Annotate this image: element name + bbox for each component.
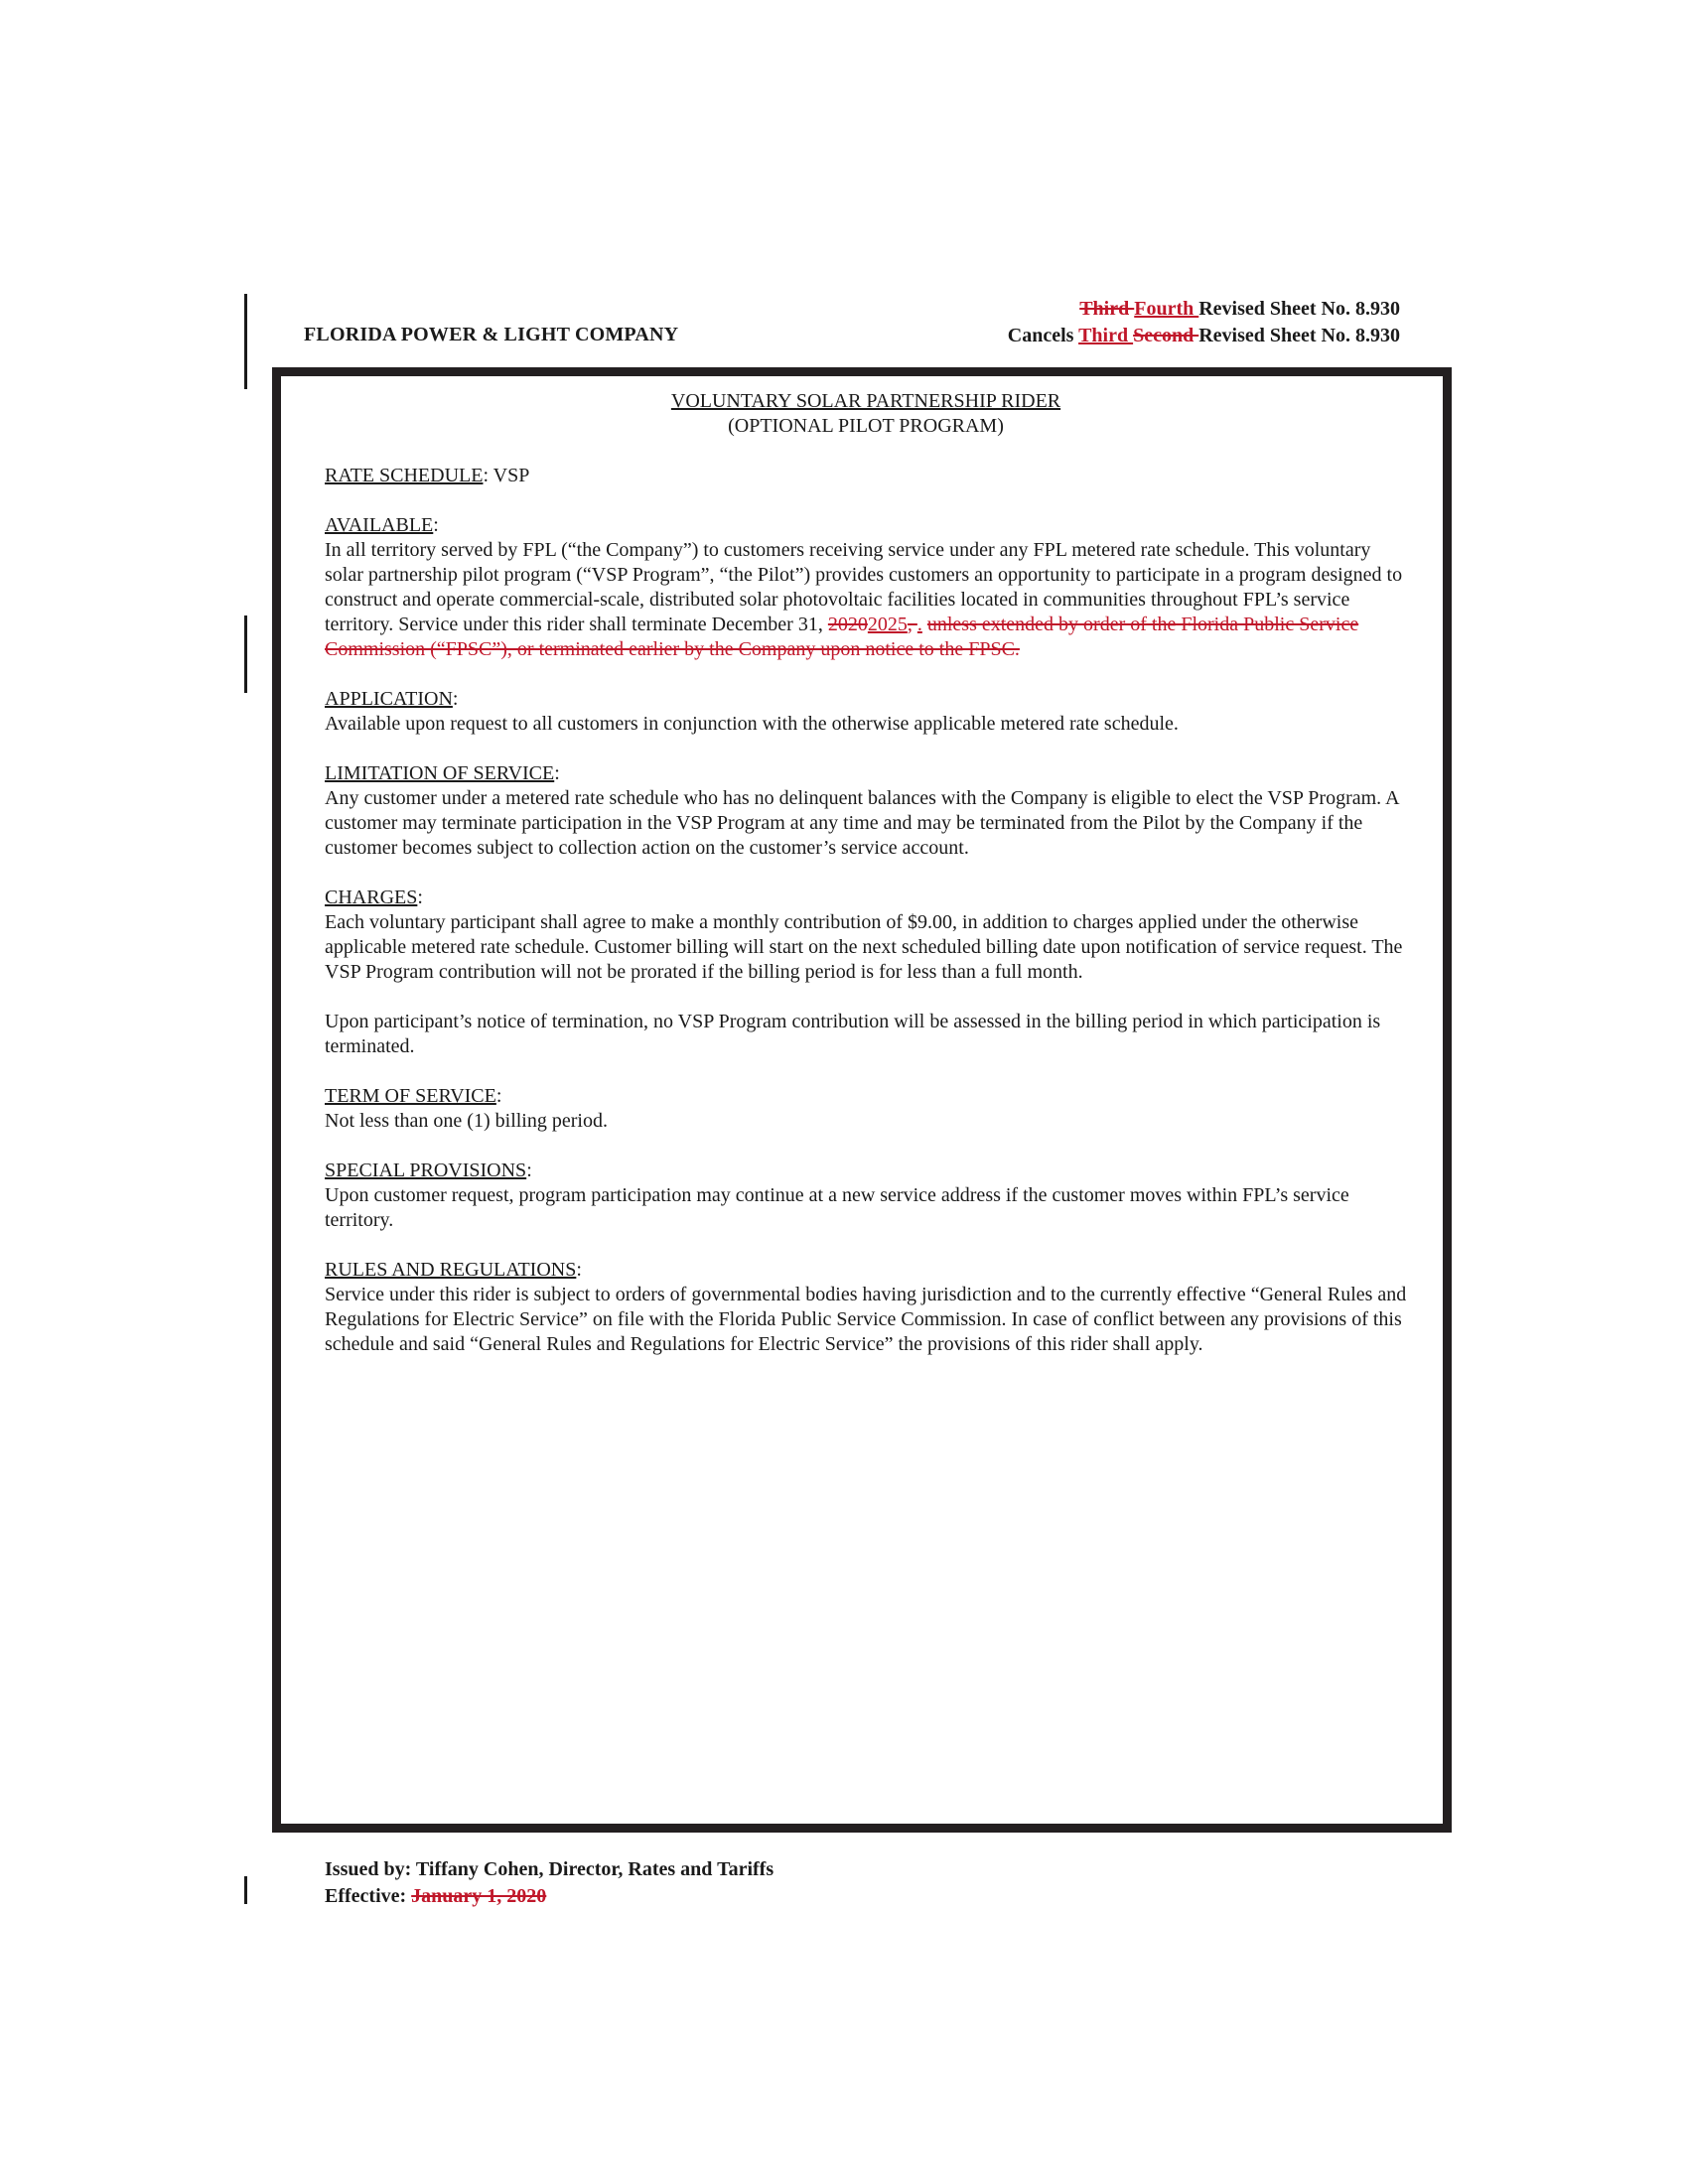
revised-sheet-line xyxy=(1008,296,1400,323)
section-rules: RULES AND REGULATIONS: Service under this rider is subject to orders of governmental bodies having jurisdiction and to the currently effective “General Rules and Regulations for Electric Service” on file with the Florida Public Service Commission. In case of conflict between any provisions of this schedule and said “General Rules and Regulations for Electric Service” the provisions of this rider shall apply. xyxy=(325,1259,1407,1355)
effective-label: Effective: xyxy=(325,1885,412,1907)
sheet-number-block xyxy=(1008,296,1400,349)
deleted-text: Third xyxy=(1079,298,1135,320)
rate-schedule-value: : VSP xyxy=(483,465,530,486)
section-heading: RATE SCHEDULE xyxy=(325,465,484,486)
document-title xyxy=(325,389,1407,439)
subtitle-line: (OPTIONAL PILOT PROGRAM) xyxy=(728,415,1004,437)
company-name: FLORIDA POWER & LIGHT COMPANY xyxy=(304,324,679,345)
deleted-text: , xyxy=(907,614,917,635)
issued-value: Tiffany Cohen, Director, Rates and Tariffs xyxy=(415,1858,774,1880)
change-bar xyxy=(244,1876,247,1904)
section-charges: CHARGES: Each voluntary participant shall agree to make a monthly contribution of $9.00, in addition to charges applied under the otherwise applicable metered rate schedule. Customer billing will start on the next scheduled billing date upon notification of service request. The VSP Program contribution will not be prorated if the billing period is for less than a full month. Upon participant’s notice of termination, no VSP Program contribution will be assessed in the billing period in which participation is terminated. xyxy=(325,886,1407,1059)
cancels-prefix: Cancels xyxy=(1007,325,1079,346)
section-limitation: LIMITATION OF SERVICE: Any customer under a metered rate schedule who has no delinquent balances with the Company is eligible to elect the VSP Program. A customer may terminate participation in the VSP Program at any time and may be terminated from the Pilot by the Company if the customer becomes subject to collection action on the customer’s service account. xyxy=(325,761,1407,861)
inserted-text: Third xyxy=(1078,325,1134,346)
deleted-text: unless extended by order of the Florida Public Service Commission (“FPSC”), or terminated earlier by the Company upon notice to the FPSC. xyxy=(325,614,1359,660)
section-heading: CHARGES xyxy=(325,887,418,908)
inserted-text: Fourth xyxy=(1134,298,1199,320)
section-text: Each voluntary participant shall agree to make a monthly contribution of $9.00, in addition to charges applied under the otherwise applicable metered rate schedule. Customer billing will start on the next scheduled billing date upon notification of service request. The VSP Program contribution will not be prorated if the billing period is for less than a full month. xyxy=(325,911,1403,983)
rate-schedule xyxy=(325,464,1407,488)
section-application: APPLICATION: Available upon request to all customers in conjunction with the otherwise applicable metered rate schedule. xyxy=(325,687,1407,737)
section-text: Any customer under a metered rate schedule who has no delinquent balances with the Company is eligible to elect the VSP Program. A customer may terminate participation in the VSP Program at any time and may be terminated from the Pilot by the Company if the customer becomes subject to collection action on the customer’s service account. xyxy=(325,787,1399,859)
section-special-provisions: SPECIAL PROVISIONS: Upon customer request, program participation may continue at a new service address if the customer moves within FPL’s service territory. xyxy=(325,1159,1407,1233)
deleted-text: January 1, 2020 xyxy=(411,1885,547,1907)
issued-by-line xyxy=(325,1856,774,1883)
section-heading: SPECIAL PROVISIONS xyxy=(325,1160,527,1181)
effective-line xyxy=(325,1883,774,1910)
section-text: Available upon request to all customers in conjunction with the otherwise applicable metered rate schedule. xyxy=(325,713,1179,735)
issued-block xyxy=(325,1856,774,1910)
sheet-label: Revised Sheet No. 8.930 xyxy=(1198,298,1400,320)
section-heading: AVAILABLE xyxy=(325,514,434,536)
section-heading: APPLICATION xyxy=(325,688,453,710)
section-text: Service under this rider is subject to orders of governmental bodies having jurisdiction and to the currently effective “General Rules and Regulations for Electric Service” on file with the Florida Public Service Commission. In case of conflict between any provisions of this schedule and said “General Rules and Regulations for Electric Service” the provisions of this rider shall apply. xyxy=(325,1284,1407,1355)
section-text: Not less than one (1) billing period. xyxy=(325,1110,608,1132)
deleted-text: 2020 xyxy=(827,614,868,635)
sheet-label: Revised Sheet No. 8.930 xyxy=(1198,325,1400,346)
section-text: Upon participant’s notice of termination, no VSP Program contribution will be assessed in the billing period in which participation is terminated. xyxy=(325,1011,1381,1057)
change-bar xyxy=(244,615,247,693)
tariff-body xyxy=(325,389,1407,1357)
section-text: In all territory served by FPL (“the Company”) to customers receiving service under any FPL metered rate schedule. This voluntary solar partnership pilot program (“VSP Program”, “the Pilot”) provides customers an opportunity to participate in a program designed to construct and operate commercial-scale, distributed solar photovoltaic facilities located in communities throughout FPL’s service territory. Service under this rider shall terminate December 31, 20202025, . unless extended by order of the Florida Public Service Commission (“FPSC”), or terminated earlier by the Company upon notice to the FPSC. xyxy=(325,539,1403,660)
section-heading: RULES AND REGULATIONS xyxy=(325,1259,577,1281)
inserted-text: 2025 xyxy=(867,614,908,635)
section-heading: TERM OF SERVICE xyxy=(325,1085,496,1107)
section-heading: LIMITATION OF SERVICE xyxy=(325,762,555,784)
issued-label: Issued by: xyxy=(325,1858,416,1880)
deleted-text: Second xyxy=(1133,325,1199,346)
cancels-sheet-line xyxy=(1008,323,1400,349)
section-available: AVAILABLE: In all territory served by FPL (“the Company”) to customers receiving service under any FPL metered rate schedule. This voluntary solar partnership pilot program (“VSP Program”, “the Pilot”) provides customers an opportunity to participate in a program designed to construct and operate commercial-scale, distributed solar photovoltaic facilities located in communities throughout FPL’s service territory. Service under this rider shall terminate December 31, 20202025, . unless extended by order of the Florida Public Service Commission (“FPSC”), or terminated earlier by the Company upon notice to the FPSC. xyxy=(325,513,1407,662)
change-bar xyxy=(244,294,247,389)
inserted-text: . xyxy=(916,614,922,635)
section-text: Upon customer request, program participation may continue at a new service address if the customer moves within FPL’s service territory. xyxy=(325,1184,1349,1231)
section-term: TERM OF SERVICE: Not less than one (1) billing period. xyxy=(325,1084,1407,1134)
title-line: VOLUNTARY SOLAR PARTNERSHIP RIDER xyxy=(670,390,1061,412)
